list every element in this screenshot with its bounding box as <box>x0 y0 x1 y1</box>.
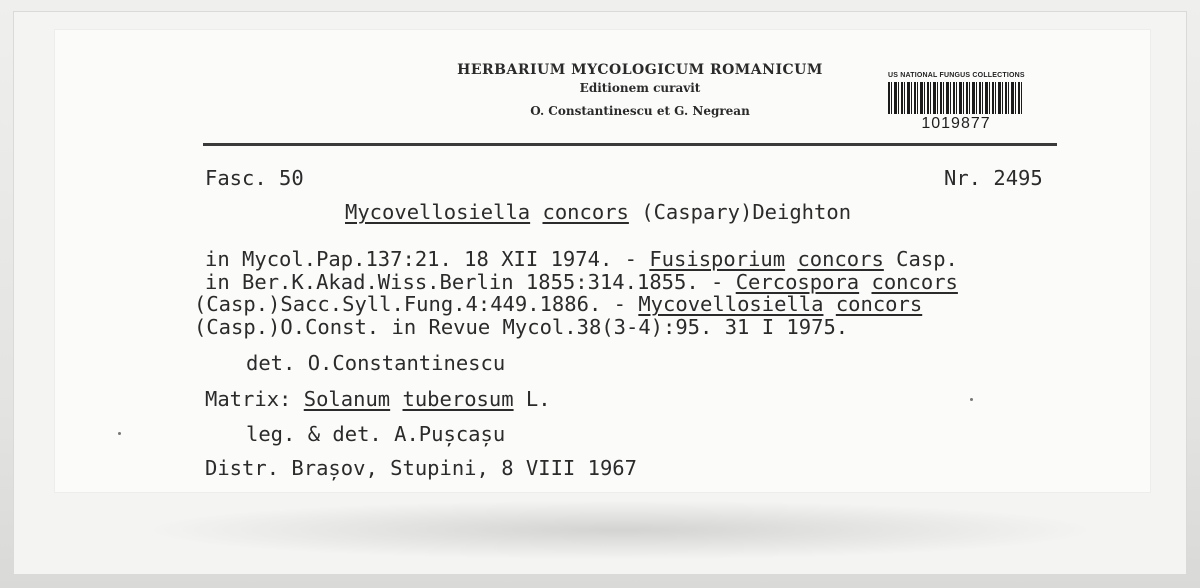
page-shadow <box>140 500 1100 560</box>
paper-speck <box>970 398 973 401</box>
citation-text: in Mycol.Pap.137:21. 18 XII 1974. - <box>205 247 650 271</box>
synonym-species: concors <box>797 247 884 271</box>
herbarium-subtitle: Editionem curavit <box>579 81 701 95</box>
host-authority: L. <box>513 387 551 411</box>
synonym-genus: Cercospora <box>735 270 860 294</box>
herbarium-title: HERBARIUM MYCOLOGICUM ROMANICUM <box>457 62 823 78</box>
citation-text: (Casp.)Sacc.Syll.Fung.4:449.1886. - <box>194 292 639 316</box>
locality: Distr. Brașov, Stupini, 8 VIII 1967 <box>205 456 637 480</box>
barcode-icon <box>888 82 1024 114</box>
barcode-caption: US NATIONAL FUNGUS COLLECTIONS <box>888 72 1025 79</box>
citation-line-2 <box>205 272 958 293</box>
herbarium-editors: O. Constantinescu et G. Negrean <box>530 104 750 118</box>
matrix <box>205 389 551 410</box>
citation-text: Casp. <box>883 247 958 271</box>
taxon-name <box>345 202 851 223</box>
host-genus: Solanum <box>303 387 391 411</box>
taxon-authority: (Caspary)Deighton <box>641 200 852 224</box>
citation-text: in Ber.K.Akad.Wiss.Berlin 1855:314.1855. - <box>205 270 736 294</box>
fascicle-number: Fasc. 50 <box>205 166 304 190</box>
barcode-block <box>888 72 1032 133</box>
citation-line-1 <box>205 249 958 270</box>
paper-speck <box>118 432 121 435</box>
synonym-genus: Mycovellosiella <box>638 292 824 316</box>
barcode-number: 1019877 <box>921 115 991 132</box>
synonym-genus: Fusisporium <box>649 247 786 271</box>
collector: leg. & det. A.Pușcașu <box>246 422 506 446</box>
synonym-species: concors <box>871 270 958 294</box>
citation-line-4: (Casp.)O.Const. in Revue Mycol.38(3-4):95. 31 I 1975. <box>194 315 849 339</box>
taxon-genus: Mycovellosiella <box>345 200 531 224</box>
header-divider <box>203 143 1057 146</box>
synonym-species: concors <box>835 292 923 316</box>
host-species: tuberosum <box>402 387 514 411</box>
matrix-prefix: Matrix: <box>205 387 304 411</box>
determiner: det. O.Constantinescu <box>246 351 506 375</box>
exsiccata-number: Nr. 2495 <box>944 166 1043 190</box>
citation-line-3 <box>194 294 922 315</box>
label-header <box>380 62 900 118</box>
taxon-species: concors <box>542 200 629 224</box>
